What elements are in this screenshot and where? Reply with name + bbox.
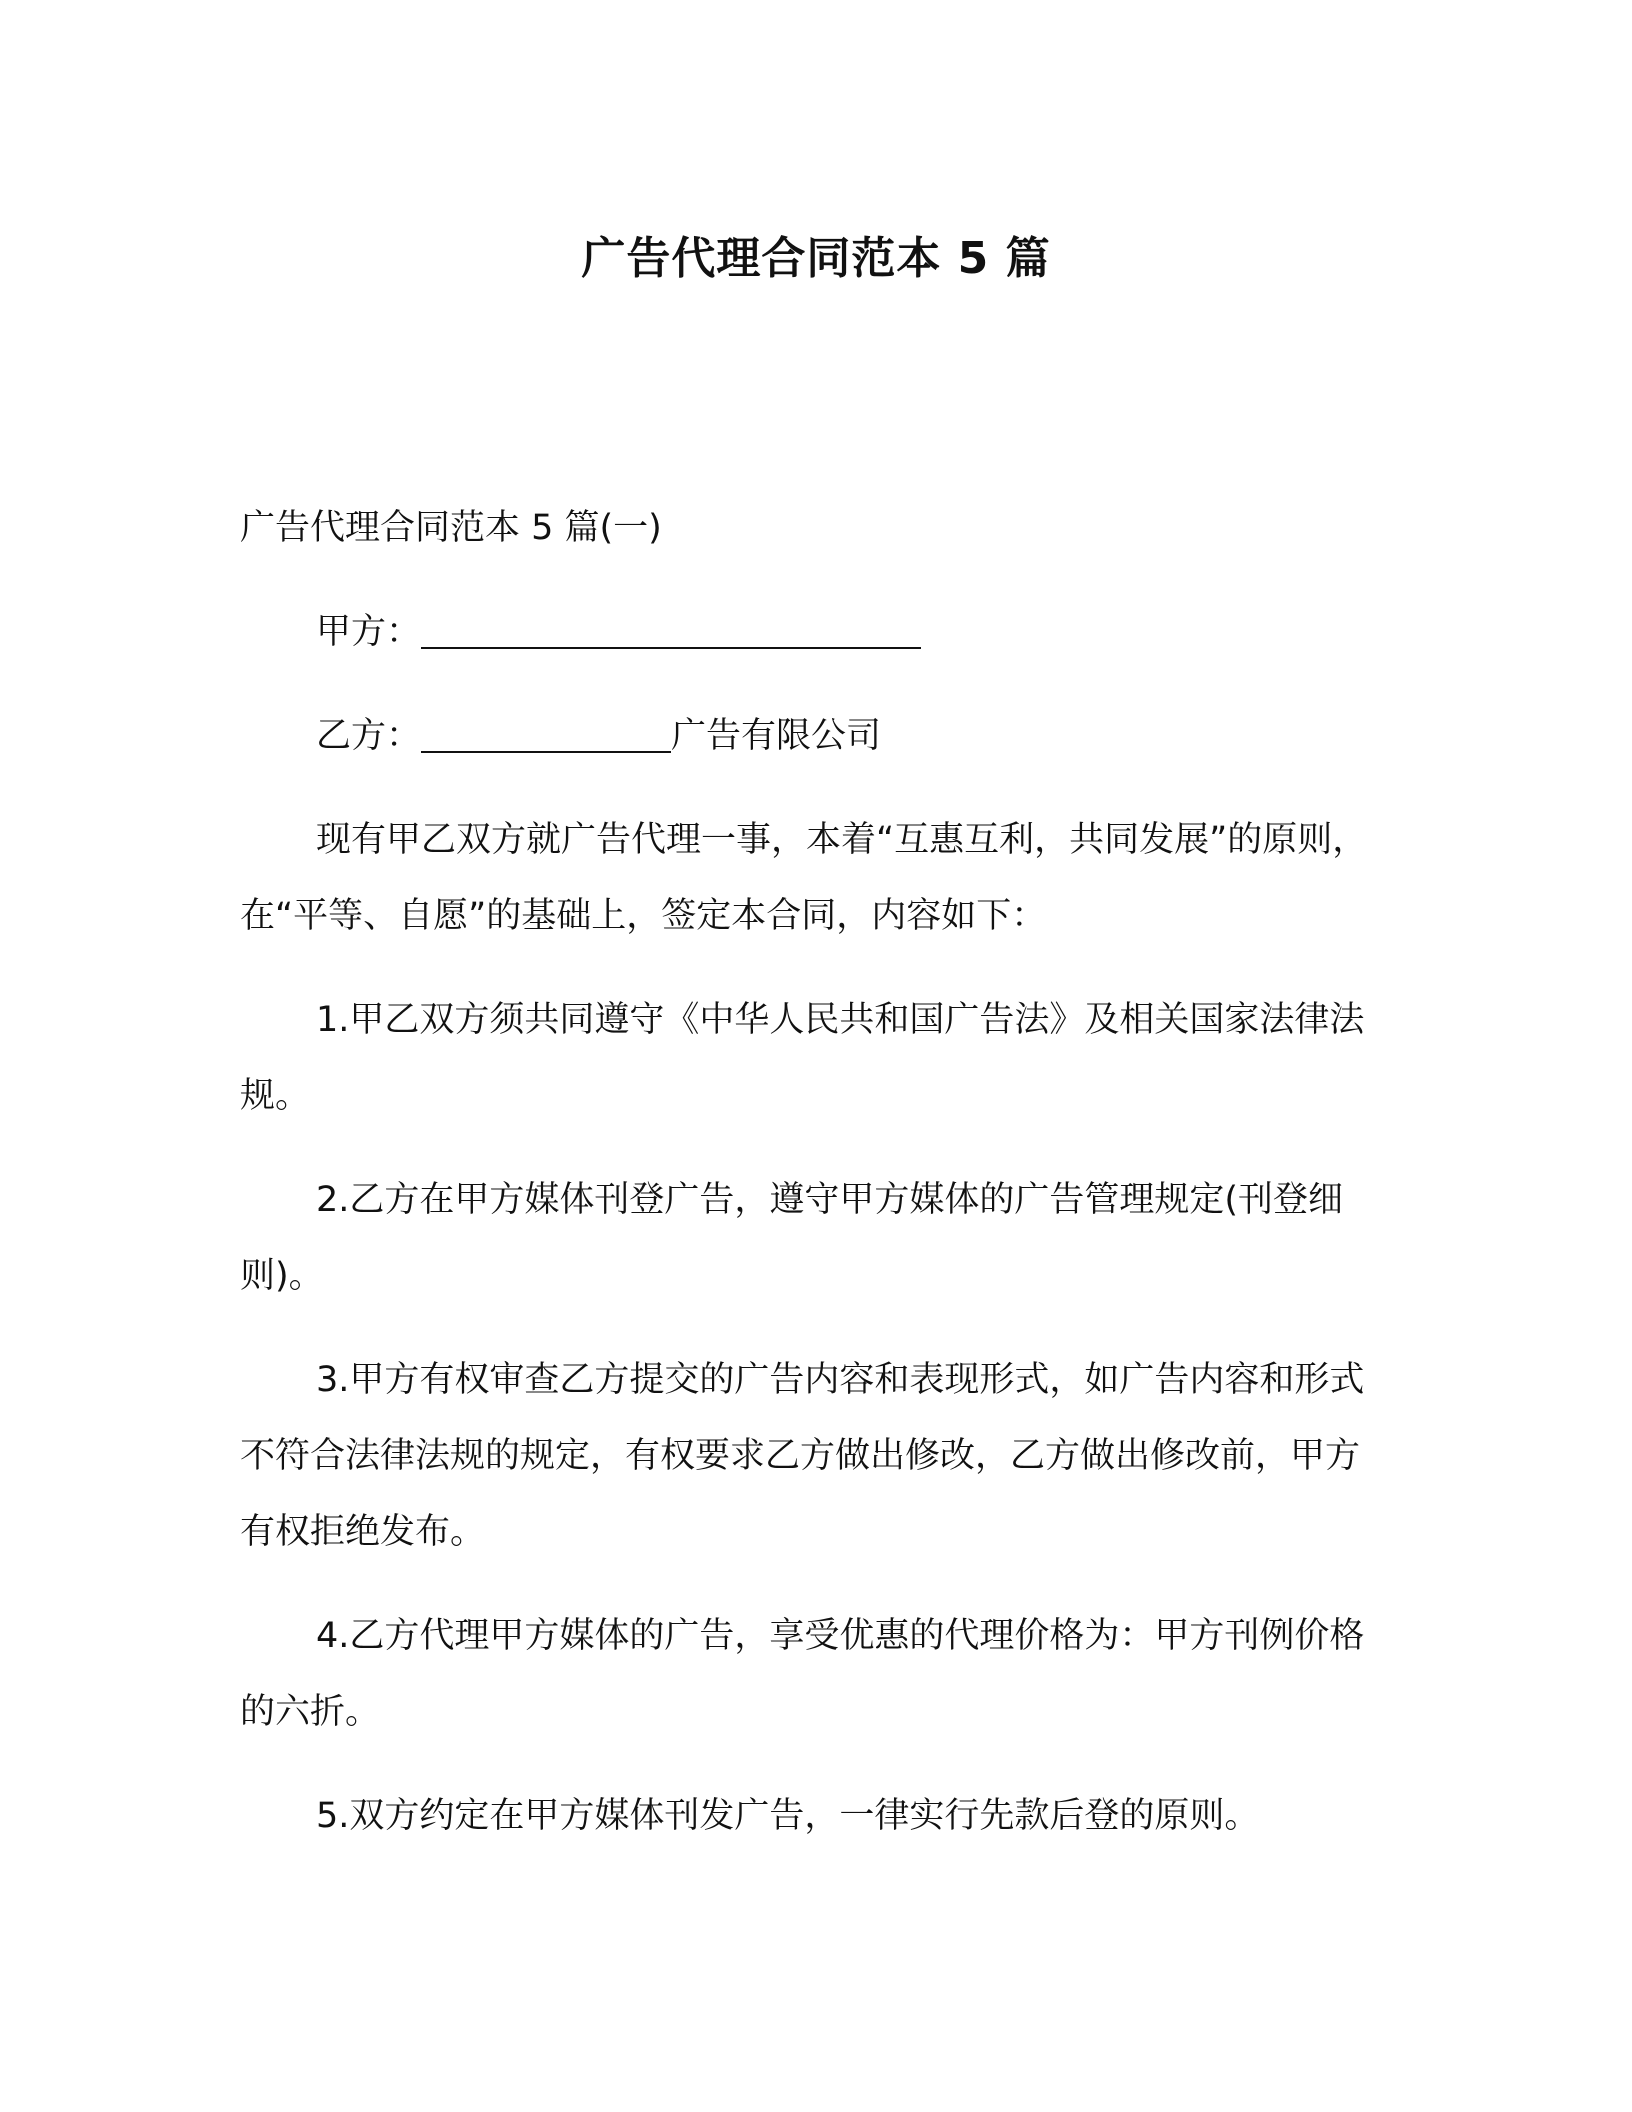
document-title: 广告代理合同范本 5 篇 [581,233,1051,284]
clause-paragraph-1: 1.甲乙双方须共同遵守《中华人民共和国广告法》及相关国家法律法规。 [240,1000,1365,1116]
clause-paragraph-2: 2.乙方在甲方媒体刊登广告，遵守甲方媒体的广告管理规定(刊登细则)。 [240,1180,1344,1296]
party-b-label: 乙方： [316,716,422,756]
party-a-line [240,594,1390,670]
clause-paragraph-5: 5.双方约定在甲方媒体刊发广告，一律实行先款后登的原则。 [316,1796,1260,1836]
party-b-blank [421,711,671,753]
party-b-suffix: 广告有限公司 [671,716,882,756]
section-heading: 广告代理合同范本 5 篇(一) [240,508,662,548]
party-b-line [240,698,1390,774]
intro-paragraph: 现有甲乙双方就广告代理一事，本着“互惠互利，共同发展”的原则，在“平等、自愿”的基础上，签定本合同，内容如下： [240,820,1368,936]
document-body [240,490,1390,1882]
clause-paragraph-3: 3.甲方有权审查乙方提交的广告内容和表现形式，如广告内容和形式不符合法律法规的规定，有权要求乙方做出修改，乙方做出修改前，甲方有权拒绝发布。 [240,1360,1365,1552]
party-a-label: 甲方： [316,612,422,652]
clause-paragraph-4: 4.乙方代理甲方媒体的广告，享受优惠的代理价格为：甲方刊例价格的六折。 [240,1616,1365,1732]
party-a-blank [421,607,921,649]
